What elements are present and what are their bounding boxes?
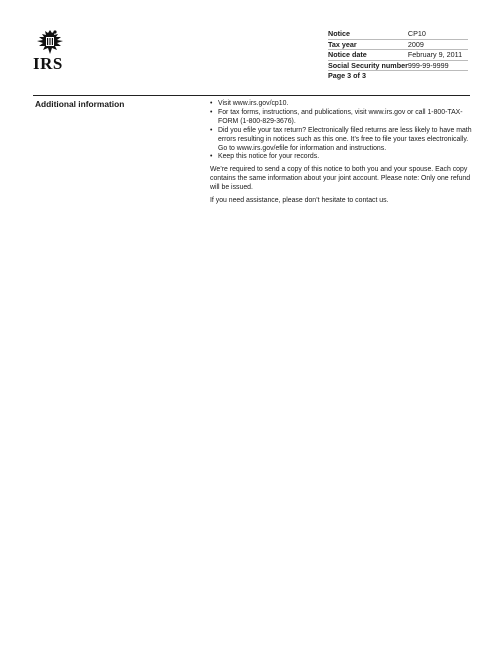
notice-info-value <box>408 71 468 81</box>
bullet-icon: • <box>210 153 213 161</box>
notice-info-table <box>328 29 468 81</box>
notice-info-value: 999-99-9999 <box>408 60 468 71</box>
notice-info-label: Tax year <box>328 39 408 50</box>
bullet-text: For tax forms, instructions, and publications, visit www.irs.gov or call 1-800-TAX-FORM (1-800-829-3676). <box>218 108 463 125</box>
notice-info-row <box>328 60 468 71</box>
notice-info-value: CP10 <box>408 29 468 39</box>
bullet-item <box>210 100 472 109</box>
notice-info-label: Notice date <box>328 50 408 61</box>
bullet-icon: • <box>210 108 213 116</box>
bullet-item <box>210 109 472 127</box>
additional-information-content <box>210 100 472 206</box>
bullet-list <box>210 100 472 162</box>
notice-info-row <box>328 50 468 61</box>
bullet-icon: • <box>210 100 213 107</box>
body-paragraph: We’re required to send a copy of this notice to both you and your spouse. Each copy contains the same information about your joint account. Please note: Only one refund will be issued. <box>210 165 471 191</box>
bullet-icon: • <box>210 126 213 134</box>
paragraphs <box>210 166 472 206</box>
bullet-text: Did you efile your tax return? Electronically filed returns are less likely to have math errors resulting in notices such as this one. It’s free to file your taxes electronically. Go to www.irs.gov/efile for information and instructions. <box>218 126 472 152</box>
bullet-item <box>210 153 472 162</box>
header-divider <box>33 95 470 96</box>
notice-info-value: February 9, 2011 <box>408 50 468 61</box>
section-title: Additional information <box>35 99 125 109</box>
bullet-text: Visit www.irs.gov/cp10. <box>218 100 289 107</box>
notice-info-label: Notice <box>328 29 408 39</box>
notice-info-label: Social Security number <box>328 60 408 70</box>
notice-info-row <box>328 29 468 39</box>
notice-info-value: 2009 <box>408 39 468 50</box>
body-paragraph: If you need assistance, please don’t hesitate to contact us. <box>210 197 389 205</box>
notice-info-row <box>328 71 468 81</box>
notice-info-row <box>328 39 468 50</box>
bullet-item <box>210 127 472 154</box>
eagle-emblem-icon <box>33 28 67 56</box>
irs-logo-text: IRS <box>33 54 63 73</box>
notice-info-label: Page 3 of 3 <box>328 71 366 80</box>
bullet-text: Keep this notice for your records. <box>218 153 320 161</box>
